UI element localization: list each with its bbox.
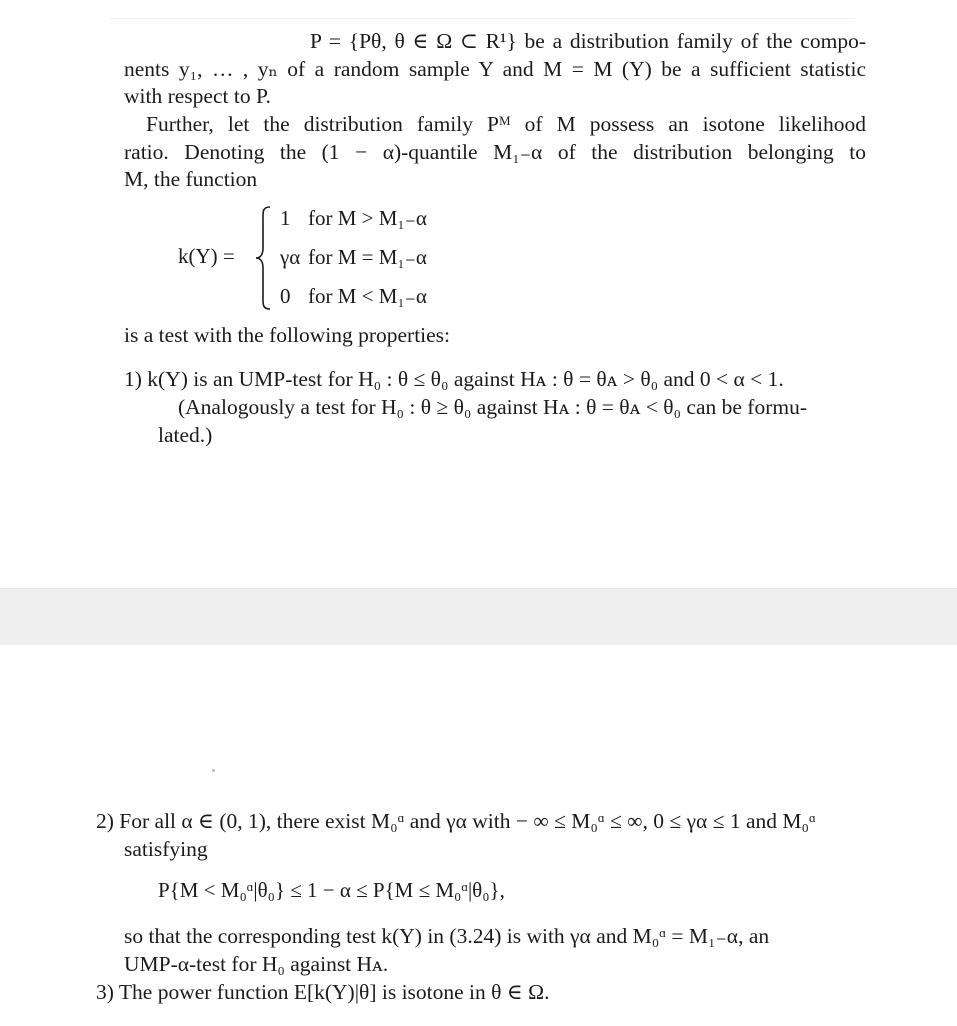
formula-case-3: 0 for M < M₁₋α bbox=[280, 284, 427, 308]
probability-inequality: P{M < M₀ᵅ|θ₀} ≤ 1 − α ≤ P{M ≤ M₀ᵅ|θ₀}, bbox=[158, 878, 505, 902]
further-paragraph bbox=[124, 111, 866, 194]
property-2-line-2: satisfying bbox=[124, 837, 208, 861]
scan-speck bbox=[212, 769, 215, 772]
property-1-line-3: lated.) bbox=[158, 423, 213, 447]
property-3: 3) The power function E[k(Y)|θ] is isotone in θ ∈ Ω. bbox=[96, 980, 550, 1004]
intro-line-2: nents y₁, … , yₙ of a random sample Y and M = M (Y) be a sufficient statistic bbox=[124, 56, 866, 81]
page-edge bbox=[110, 18, 855, 19]
properties-intro: is a test with the following properties: bbox=[124, 323, 451, 347]
page-lower bbox=[0, 645, 957, 1026]
property-1-line-2: (Analogously a test for H₀ : θ ≥ θ₀ against Hᴀ : θ = θᴀ < θ₀ can be formu- bbox=[178, 395, 808, 419]
intro-line-3: with respect to P. bbox=[124, 84, 271, 108]
left-brace-icon bbox=[254, 204, 272, 312]
page-separator bbox=[0, 588, 957, 646]
formula-case-2: γα for M = M₁₋α bbox=[280, 245, 427, 269]
property-1-line-1: 1) k(Y) is an UMP-test for H₀ : θ ≤ θ₀ against Hᴀ : θ = θᴀ > θ₀ and 0 < α < 1. bbox=[124, 367, 784, 391]
further-line-2: ratio. Denoting the (1 − α)-quantile M₁₋α of the distribution belonging to bbox=[124, 139, 866, 164]
test-function-formula bbox=[178, 204, 498, 312]
formula-case-1: 1 for M > M₁₋α bbox=[280, 206, 427, 230]
intro-line-1: P = {Pθ, θ ∈ Ω ⊂ R¹} be a distribution family of the compo- bbox=[310, 29, 866, 53]
further-line-3: M, the function bbox=[124, 167, 258, 191]
intro-paragraph bbox=[124, 28, 866, 111]
so-that-line-2: UMP-α-test for H₀ against Hᴀ. bbox=[124, 952, 389, 976]
property-2-line-1: 2) For all α ∈ (0, 1), there exist M₀ᵅ and γα with − ∞ ≤ M₀ᵅ ≤ ∞, 0 ≤ γα ≤ 1 and M₀ᵅ bbox=[96, 809, 816, 833]
formula-lhs: k(Y) = bbox=[178, 244, 235, 268]
so-that-line-1: so that the corresponding test k(Y) in (3.24) is with γα and M₀ᵅ = M₁₋α, an bbox=[124, 924, 770, 948]
further-line-1: Further, let the distribution family Pᴹ of M possess an isotone likelihood bbox=[146, 112, 866, 136]
